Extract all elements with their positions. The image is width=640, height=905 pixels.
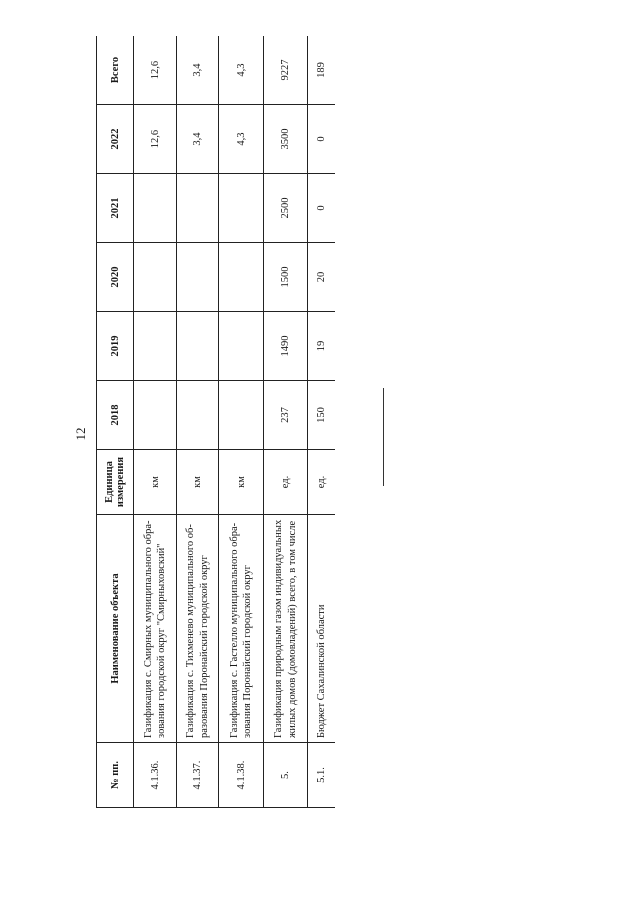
cell-num: 4.1.37.	[177, 743, 219, 808]
cell-num: 5.1.	[308, 743, 336, 808]
cell-unit: ед.	[264, 450, 308, 515]
cell-2020: 1500	[264, 243, 308, 312]
cell-2020	[177, 243, 219, 312]
separator-line	[383, 388, 384, 486]
table-row	[177, 36, 219, 808]
cell-num: 4.1.38.	[219, 743, 264, 808]
cell-unit: км	[134, 450, 177, 515]
cell-2018: 237	[264, 381, 308, 450]
cell-2022: 3500	[264, 105, 308, 174]
cell-num: 5.	[264, 743, 308, 808]
cell-name: Газификация с. Тихменево муниципального об-разования Поронайский городской округ	[177, 515, 219, 743]
table-header-row	[97, 36, 134, 808]
cell-2021	[177, 174, 219, 243]
cell-total: 9227	[264, 36, 308, 105]
header-total: Всего	[97, 36, 134, 105]
cell-2020	[219, 243, 264, 312]
header-2020: 2020	[97, 243, 134, 312]
header-name: Наименование объекта	[97, 515, 134, 743]
cell-2018: 150	[308, 381, 336, 450]
table-row	[219, 36, 264, 808]
cell-total: 12,6	[134, 36, 177, 105]
cell-total: 189	[308, 36, 336, 105]
cell-name: Газификация с. Гастелло муниципального обра-зования Поронайский городской округ	[219, 515, 264, 743]
cell-2022: 4,3	[219, 105, 264, 174]
header-num: № пп.	[97, 743, 134, 808]
header-unit: Единица измерения	[97, 450, 134, 515]
cell-name: Газификация природным газом индивидуальных жилых домов (домовладений) всего, в том числе	[264, 515, 308, 743]
cell-2022: 0	[308, 105, 336, 174]
rotated-table-container	[96, 36, 335, 808]
cell-2019	[134, 312, 177, 381]
cell-2021	[134, 174, 177, 243]
cell-name: Газификация с. Смирных муниципального обра-зования городской округ "Смирныховский"	[134, 515, 177, 743]
cell-unit: км	[177, 450, 219, 515]
cell-2021	[219, 174, 264, 243]
cell-num: 4.1.36.	[134, 743, 177, 808]
cell-2020	[134, 243, 177, 312]
table-row	[264, 36, 308, 808]
cell-2022: 12,6	[134, 105, 177, 174]
cell-name: Бюджет Сахалинской области	[308, 515, 336, 743]
cell-2019: 1490	[264, 312, 308, 381]
cell-2018	[219, 381, 264, 450]
cell-2018	[134, 381, 177, 450]
cell-2018	[177, 381, 219, 450]
page-number: 12	[73, 427, 88, 441]
cell-2021: 2500	[264, 174, 308, 243]
header-2022: 2022	[97, 105, 134, 174]
header-2021: 2021	[97, 174, 134, 243]
cell-2019	[177, 312, 219, 381]
cell-2021: 0	[308, 174, 336, 243]
cell-unit: ед.	[308, 450, 336, 515]
cell-2019: 19	[308, 312, 336, 381]
header-2018: 2018	[97, 381, 134, 450]
table-wrapper	[96, 36, 335, 808]
table-row	[308, 36, 336, 808]
gasification-table	[96, 36, 335, 808]
cell-2020: 20	[308, 243, 336, 312]
cell-2019	[219, 312, 264, 381]
table-row	[134, 36, 177, 808]
cell-2022: 3,4	[177, 105, 219, 174]
cell-unit: км	[219, 450, 264, 515]
header-2019: 2019	[97, 312, 134, 381]
cell-total: 3,4	[177, 36, 219, 105]
cell-total: 4,3	[219, 36, 264, 105]
